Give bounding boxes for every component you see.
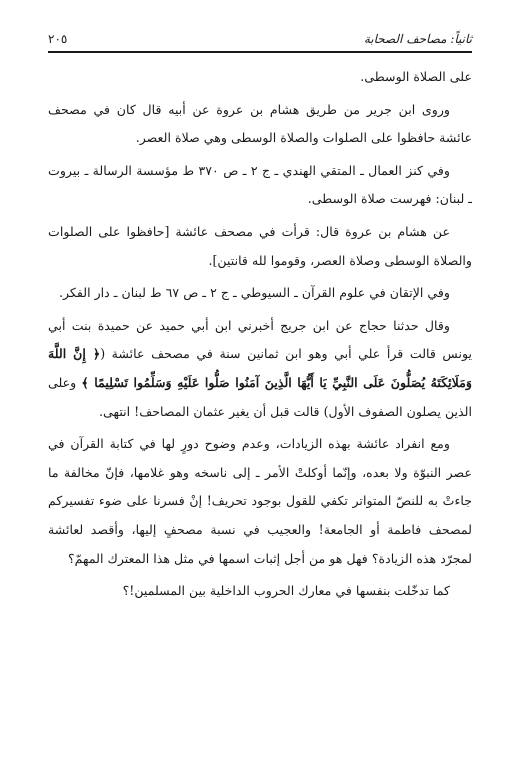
paragraph: وروى ابن جرير من طريق هشام بن عروة عن أبيه قال كان في مصحف عائشة حافظوا على الصلوات والصلاة الوسطى وهي صلاة العصر. [48, 101, 472, 146]
paragraph-text: وقال حدثنا حجاج عن ابن جريج أخبرني ابن أبي حميد عن حميدة بنت أبي يونس قالت قرأ علي أبي وهو ابن ثمانين سنة في مصحف عائشة ( [48, 317, 473, 362]
page-header [48, 28, 472, 53]
paragraph: ومع انفراد عائشة بهذه الزيادات، وعدم وضوح دورٍ لها في كتابة القرآن في عصر النبوّة ولا بعده، وإنّما أوكلتْ الأمر ـ إلى ناسخه وهو غلامها، فإنّ مخالفة ما جاءتْ به للنصّ المتواتر تكفي للقول بوجود تحريف! إنْ فسرنا على ضوء تفسيركم لمصحف فاطمة أو الجامعة! والعجيب في نسبة مصحفٍ إليها، وأقصد لعائشة لمجرّد هذه الزيادة؟ فهل هو من أجل إثبات اسمها في مثل هذا المعترك المهمّ؟ [48, 436, 472, 566]
page-number: ٢٠٥ [48, 32, 68, 46]
running-title: ثانياً: مصاحف الصحابة [363, 32, 472, 46]
quran-verse: ﴿ إِنَّ اللَّهَ وَمَلَائِكَتَهُ يُصَلُّونَ عَلَى النَّبِيِّ يَا أَيُّهَا الَّذِينَ آمَنُوا صَلُّوا عَلَيْهِ وَسَلِّمُوا تَسْلِيمًا ﴾ [48, 346, 472, 390]
paragraph: وفي الإتقان في علوم القرآن ـ السيوطي ـ ج ٢ ـ ص ٦٧ ط لبنان ـ دار الفكر. [58, 285, 450, 301]
paragraph-with-quran-quote [48, 312, 472, 426]
paragraph-text-after: وعلى الذين يصلون الصفوف الأول) قالت قبل أن يغير عثمان المصاحف! انتهى. [48, 374, 472, 419]
page-body [48, 63, 472, 606]
paragraph: عن هشام بن عروة قال: قرأت في مصحف عائشة [حافظوا على الصلوات والصلاة الوسطى وصلاة العصر، وقوموا لله قانتين]. [48, 223, 472, 268]
paragraph: كما تدخّلت بنفسها في معارك الحروب الداخلية بين المسلمين!؟ [122, 583, 450, 599]
paragraph: على الصلاة الوسطى. [360, 69, 472, 84]
paragraph: وفي كنز العمال ـ المتقي الهندي ـ ج ٢ ـ ص ٣٧٠ ط مؤسسة الرسالة ـ بيروت ـ لبنان: فهرست صلاة الوسطى. [48, 162, 472, 207]
